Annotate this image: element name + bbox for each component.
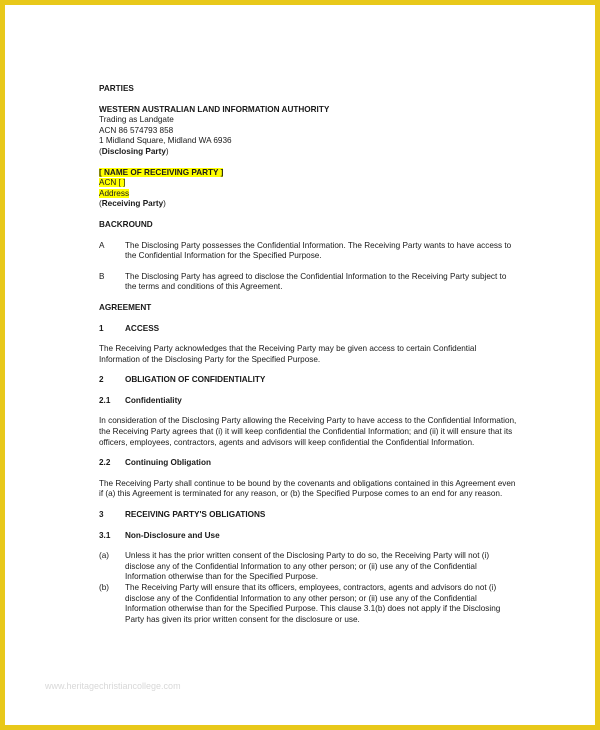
document-body: [99, 84, 519, 625]
discloser-role: [99, 147, 519, 158]
clause-item-text: Unless it has the prior written consent of the Disclosing Party to do so, the Receiving Party will not (i) disclose any of the Confidential Information to any other person; or (ii) use any of the Confidential Information otherwise than for the Specified Purpose.: [125, 551, 490, 582]
agreement-heading: AGREEMENT: [99, 302, 152, 312]
section-1-title: ACCESS: [125, 323, 160, 333]
section-1-number: 1: [99, 323, 104, 333]
section-1-text: The Receiving Party acknowledges that the Receiving Party may be given access to certain Confidential Information of the Disclosing Party for the Specified Purpose.: [99, 344, 477, 364]
section-2-1-heading: [99, 396, 519, 407]
section-2-title: OBLIGATION OF CONFIDENTIALITY: [125, 375, 266, 385]
section-2-2-number: 2.2: [99, 458, 111, 468]
section-3-number: 3: [99, 510, 104, 520]
receiver-name: [ NAME OF RECEIVING PARTY ]: [99, 167, 224, 177]
background-item: [99, 241, 519, 262]
receiver-role-open: (: [99, 199, 102, 209]
section-3-heading: [99, 510, 519, 521]
discloser-role-label: Disclosing Party: [101, 146, 166, 156]
section-2-1-text: In consideration of the Disclosing Party allowing the Receiving Party to have access to the Confidential Information, the Receiving Party agrees that (i) it will keep confidential the Confidential Information; and (ii) it will ensure that its officers, employees, contractors, agents and advisors will keep confidential the Confidential Information.: [99, 416, 517, 447]
clause-item: [99, 583, 519, 625]
discloser-address: 1 Midland Square, Midland WA 6936: [99, 136, 232, 146]
section-2-heading: [99, 375, 519, 386]
receiver-role-close: ): [163, 199, 166, 209]
background-item-label: A: [99, 240, 105, 250]
clause-item: [99, 551, 519, 583]
watermark-text: www.heritagechristiancollege.com: [45, 681, 181, 691]
section-3-1-heading: [99, 531, 519, 542]
section-2-2-heading: [99, 458, 519, 469]
receiver-acn: ACN [ ]: [99, 178, 126, 188]
parties-heading: PARTIES: [99, 84, 134, 93]
section-2-2-title: Continuing Obligation: [125, 458, 211, 468]
clause-item-label: (a): [99, 551, 110, 561]
discloser-trading: Trading as Landgate: [99, 115, 174, 125]
discloser-acn: ACN 86 574793 858: [99, 125, 174, 135]
disclosing-party-block: [99, 105, 519, 158]
discloser-name: WESTERN AUSTRALIAN LAND INFORMATION AUTHORITY: [99, 104, 330, 114]
section-3-1-number: 3.1: [99, 530, 111, 540]
clause-item-text: The Receiving Party will ensure that its officers, employees, contractors, agents and advisors do not (i) disclose any of the Confidential Information to any other person; or (ii) use any of the Confidential Information otherwise than for the Specified Purpose. This clause 3.1(b) does not apply if the Disclosing Party has given its prior written consent for the disclosure or use.: [125, 583, 501, 624]
background-item-text: The Disclosing Party has agreed to disclose the Confidential Information to the Receiving Party subject to the terms and conditions of this Agreement.: [125, 271, 507, 292]
section-2-number: 2: [99, 375, 104, 385]
receiver-role: [99, 199, 519, 210]
receiver-role-label: Receiving Party: [101, 199, 164, 209]
background-heading: BACKROUND: [99, 219, 153, 229]
discloser-role-open: (: [99, 146, 102, 156]
background-item-text: The Disclosing Party possesses the Confidential Information. The Receiving Party wants to have access to the Confidential Information for the Specified Purpose.: [125, 240, 512, 261]
background-item: [99, 272, 519, 293]
section-2-1-number: 2.1: [99, 395, 111, 405]
section-3-1-title: Non-Disclosure and Use: [125, 530, 220, 540]
discloser-role-close: ): [165, 146, 169, 156]
section-1-heading: [99, 324, 519, 335]
section-2-1-title: Confidentiality: [125, 395, 182, 405]
receiver-address: Address: [99, 188, 130, 198]
clause-item-label: (b): [99, 583, 110, 592]
section-3-title: RECEIVING PARTY'S OBLIGATIONS: [125, 510, 266, 520]
section-2-2-text: The Receiving Party shall continue to be bound by the covenants and obligations contained in this Agreement even if (a) this Agreement is terminated for any reason, or (b) the Specified Purpose comes to an end for any reason.: [99, 478, 516, 499]
document-page: [5, 5, 595, 725]
background-item-label: B: [99, 271, 105, 281]
receiving-party-block: [99, 168, 519, 210]
